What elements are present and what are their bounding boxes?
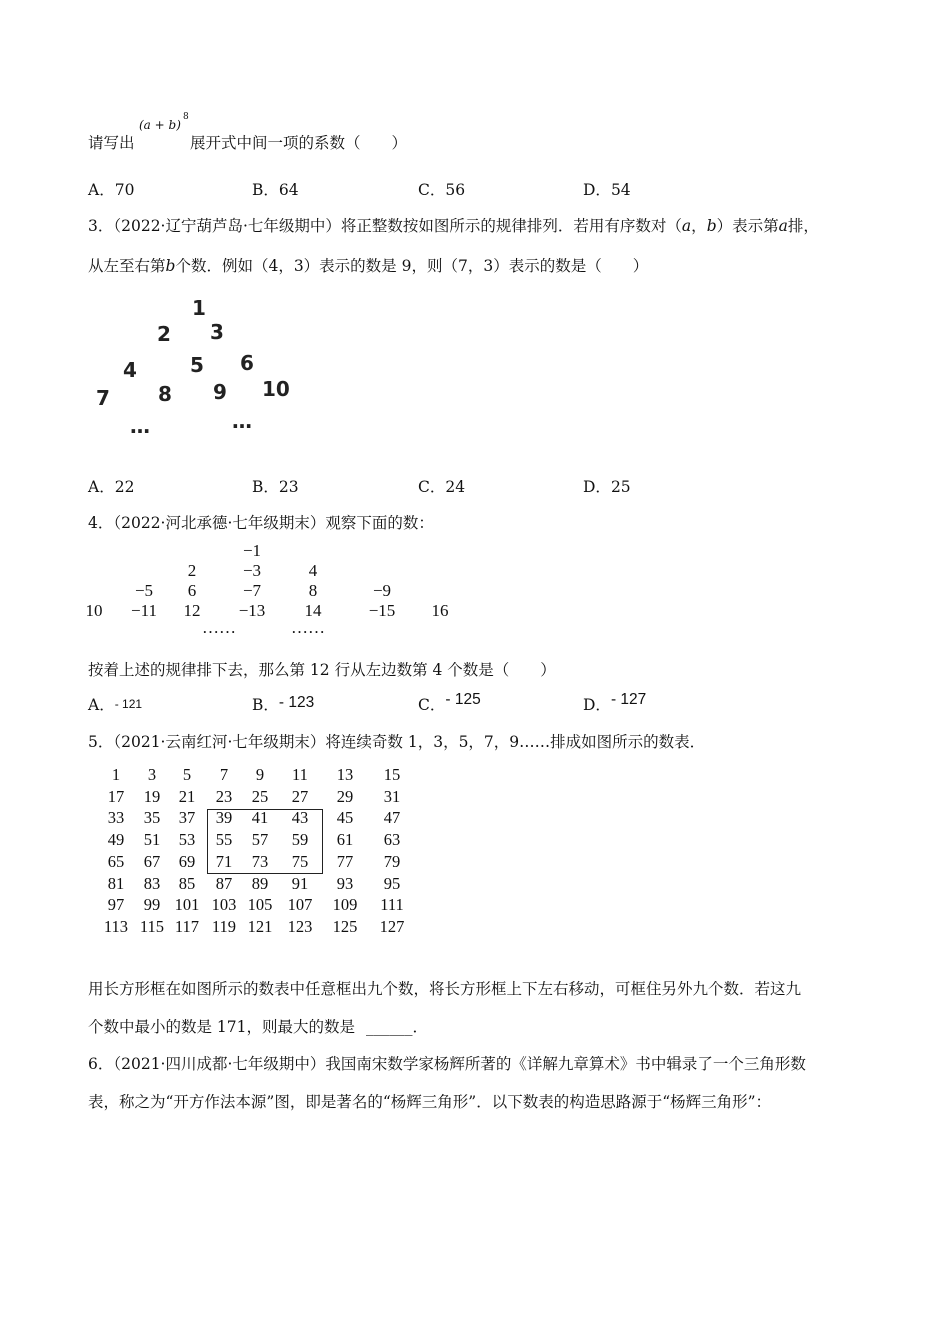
q5-text-line2: 个数中最小的数是 171，则最大的数是 ______． [88,1018,428,1036]
grid-cell: 29 [336,786,354,806]
tri-num: −1 [242,541,262,560]
grid-cell: 47 [383,808,401,828]
grid-cell: 111 [380,895,404,915]
grid-cell: 3 [147,765,157,784]
grid-cell: 1 [111,765,121,784]
grid-cell: 91 [291,873,309,893]
grid-cell: 37 [178,808,196,828]
grid-cell: 127 [379,916,405,936]
tri-num: −3 [242,561,262,580]
grid-cell: 79 [383,851,401,871]
grid-cell: 123 [287,916,313,936]
grid-cell: 117 [174,916,200,936]
q6-line1: 6．（2021·四川成都·七年级期中）我国南宋数学家杨辉所著的《详解九章算术》书中辑录了一个三角形数 [88,1055,806,1073]
grid-cell: 109 [332,895,358,915]
grid-cell: 31 [383,786,401,806]
tri-num: −11 [131,601,157,620]
q4-option-d[interactable]: D．- 127 [583,691,647,714]
tri-num: −9 [372,581,392,600]
q2-option-c[interactable]: C．56 [418,181,466,199]
grid-cell: 61 [336,830,354,850]
grid-cell: 41 [251,808,269,828]
grid-cell: 99 [143,895,161,915]
grid-cell: 63 [383,830,401,850]
q2-option-d[interactable]: D．54 [583,181,631,199]
tri-num: 6 [187,581,197,600]
q4-option-a[interactable]: A．- 121 [88,696,143,714]
grid-cell: 119 [211,916,237,936]
grid-cell: 81 [107,873,125,893]
tri-dots: …… [202,618,236,637]
fig-num: 5 [190,353,204,377]
grid-cell: 65 [107,851,125,871]
q3-line1: 3．（2022·辽宁葫芦岛·七年级期中）将正整数按如图所示的规律排列．若用有序数对（a，b）表示第a排， [88,217,819,235]
grid-cell: 125 [332,916,358,936]
grid-cell: 113 [103,916,129,936]
grid-cell: 51 [143,830,161,850]
q2-expression: (a + b) [139,118,181,132]
grid-cell: 43 [291,808,309,828]
q3-option-b[interactable]: B．23 [252,478,299,496]
fig-num: 4 [123,358,137,382]
grid-cell: 103 [211,895,237,915]
grid-cell: 73 [251,851,269,871]
tri-num: 8 [308,581,318,600]
q2-option-a[interactable]: A．70 [88,181,135,199]
grid-cell: 19 [143,786,161,806]
grid-cell: 9 [255,765,265,784]
grid-cell: 59 [291,830,309,850]
tri-num: −5 [134,581,154,600]
q3-option-c[interactable]: C．24 [418,478,466,496]
q5-text-line1: 用长方形框在如图所示的数表中任意框出九个数，将长方形框上下左右移动，可框住另外九个数．若这九 [88,980,802,998]
q3-option-d[interactable]: D．25 [583,478,631,496]
grid-cell: 35 [143,808,161,828]
fig-dots: … [130,414,150,438]
grid-cell: 71 [215,851,233,871]
tri-num: −15 [368,601,396,620]
tri-num: 2 [187,561,197,580]
grid-cell: 115 [139,916,165,936]
grid-cell: 105 [247,895,273,915]
grid-cell: 89 [251,873,269,893]
grid-cell: 17 [107,786,125,806]
tri-num: −7 [242,581,262,600]
grid-cell: 15 [383,765,401,784]
grid-cell: 107 [287,895,313,915]
q4-option-c[interactable]: C．- 125 [418,691,481,714]
grid-cell: 57 [251,830,269,850]
tri-num: 4 [308,561,318,580]
grid-cell: 75 [291,851,309,871]
grid-cell: 39 [215,808,233,828]
grid-cell: 53 [178,830,196,850]
tri-dots: …… [291,618,325,637]
q5-rectangle-frame [207,809,323,874]
grid-cell: 83 [143,873,161,893]
fig-num: 7 [96,386,110,410]
grid-cell: 77 [336,851,354,871]
q2-suffix: 展开式中间一项的系数（ ） [190,134,408,152]
q4-question: 按着上述的规律排下去，那么第 12 行从左边数第 4 个数是（ ） [88,661,556,679]
grid-cell: 45 [336,808,354,828]
q6-line2: 表，称之为“开方作法本源”图，即是著名的“杨辉三角形”．以下数表的构造思路源于“杨辉三角形”： [88,1093,772,1111]
fig-num: 9 [213,380,227,404]
grid-cell: 33 [107,808,125,828]
q4-title: 4．（2022·河北承德·七年级期末）观察下面的数： [88,514,434,532]
grid-cell: 87 [215,873,233,893]
q2-exponent: 8 [183,112,189,122]
fig-num: 6 [240,351,254,375]
q3-option-a[interactable]: A．22 [88,478,135,496]
grid-cell: 101 [174,895,200,915]
grid-cell: 13 [336,765,354,784]
q3-line2: 从左至右第b个数．例如（4，3）表示的数是 9，则（7，3）表示的数是（ ） [88,257,649,275]
grid-cell: 27 [291,786,309,806]
q5-answer-blank[interactable]: ______ [365,1018,413,1036]
grid-cell: 5 [182,765,192,784]
grid-cell: 25 [251,786,269,806]
grid-cell: 69 [178,851,196,871]
tri-num: 16 [431,601,449,620]
fig-num: 3 [210,320,224,344]
q2-option-b[interactable]: B．64 [252,181,299,199]
grid-cell: 55 [215,830,233,850]
fig-num: 10 [262,377,290,401]
tri-num: 12 [183,601,201,620]
fig-num: 1 [192,296,206,320]
grid-cell: 97 [107,895,125,915]
tri-num: −13 [238,601,266,620]
q2-prefix: 请写出 [88,134,135,152]
grid-cell: 121 [247,916,273,936]
grid-cell: 7 [219,765,229,784]
grid-cell: 21 [178,786,196,806]
grid-cell: 67 [143,851,161,871]
fig-dots: … [232,409,252,433]
tri-num: 14 [304,601,322,620]
grid-cell: 49 [107,830,125,850]
grid-cell: 85 [178,873,196,893]
grid-cell: 93 [336,873,354,893]
q4-option-b[interactable]: B．- 123 [252,694,315,714]
fig-num: 2 [157,322,171,346]
q5-title: 5．（2021·云南红河·七年级期末）将连续奇数 1，3，5，7，9……排成如图所示的数表． [88,733,706,751]
fig-num: 8 [158,382,172,406]
grid-cell: 23 [215,786,233,806]
tri-num: 10 [85,601,103,620]
grid-cell: 95 [383,873,401,893]
grid-cell: 11 [292,765,308,784]
